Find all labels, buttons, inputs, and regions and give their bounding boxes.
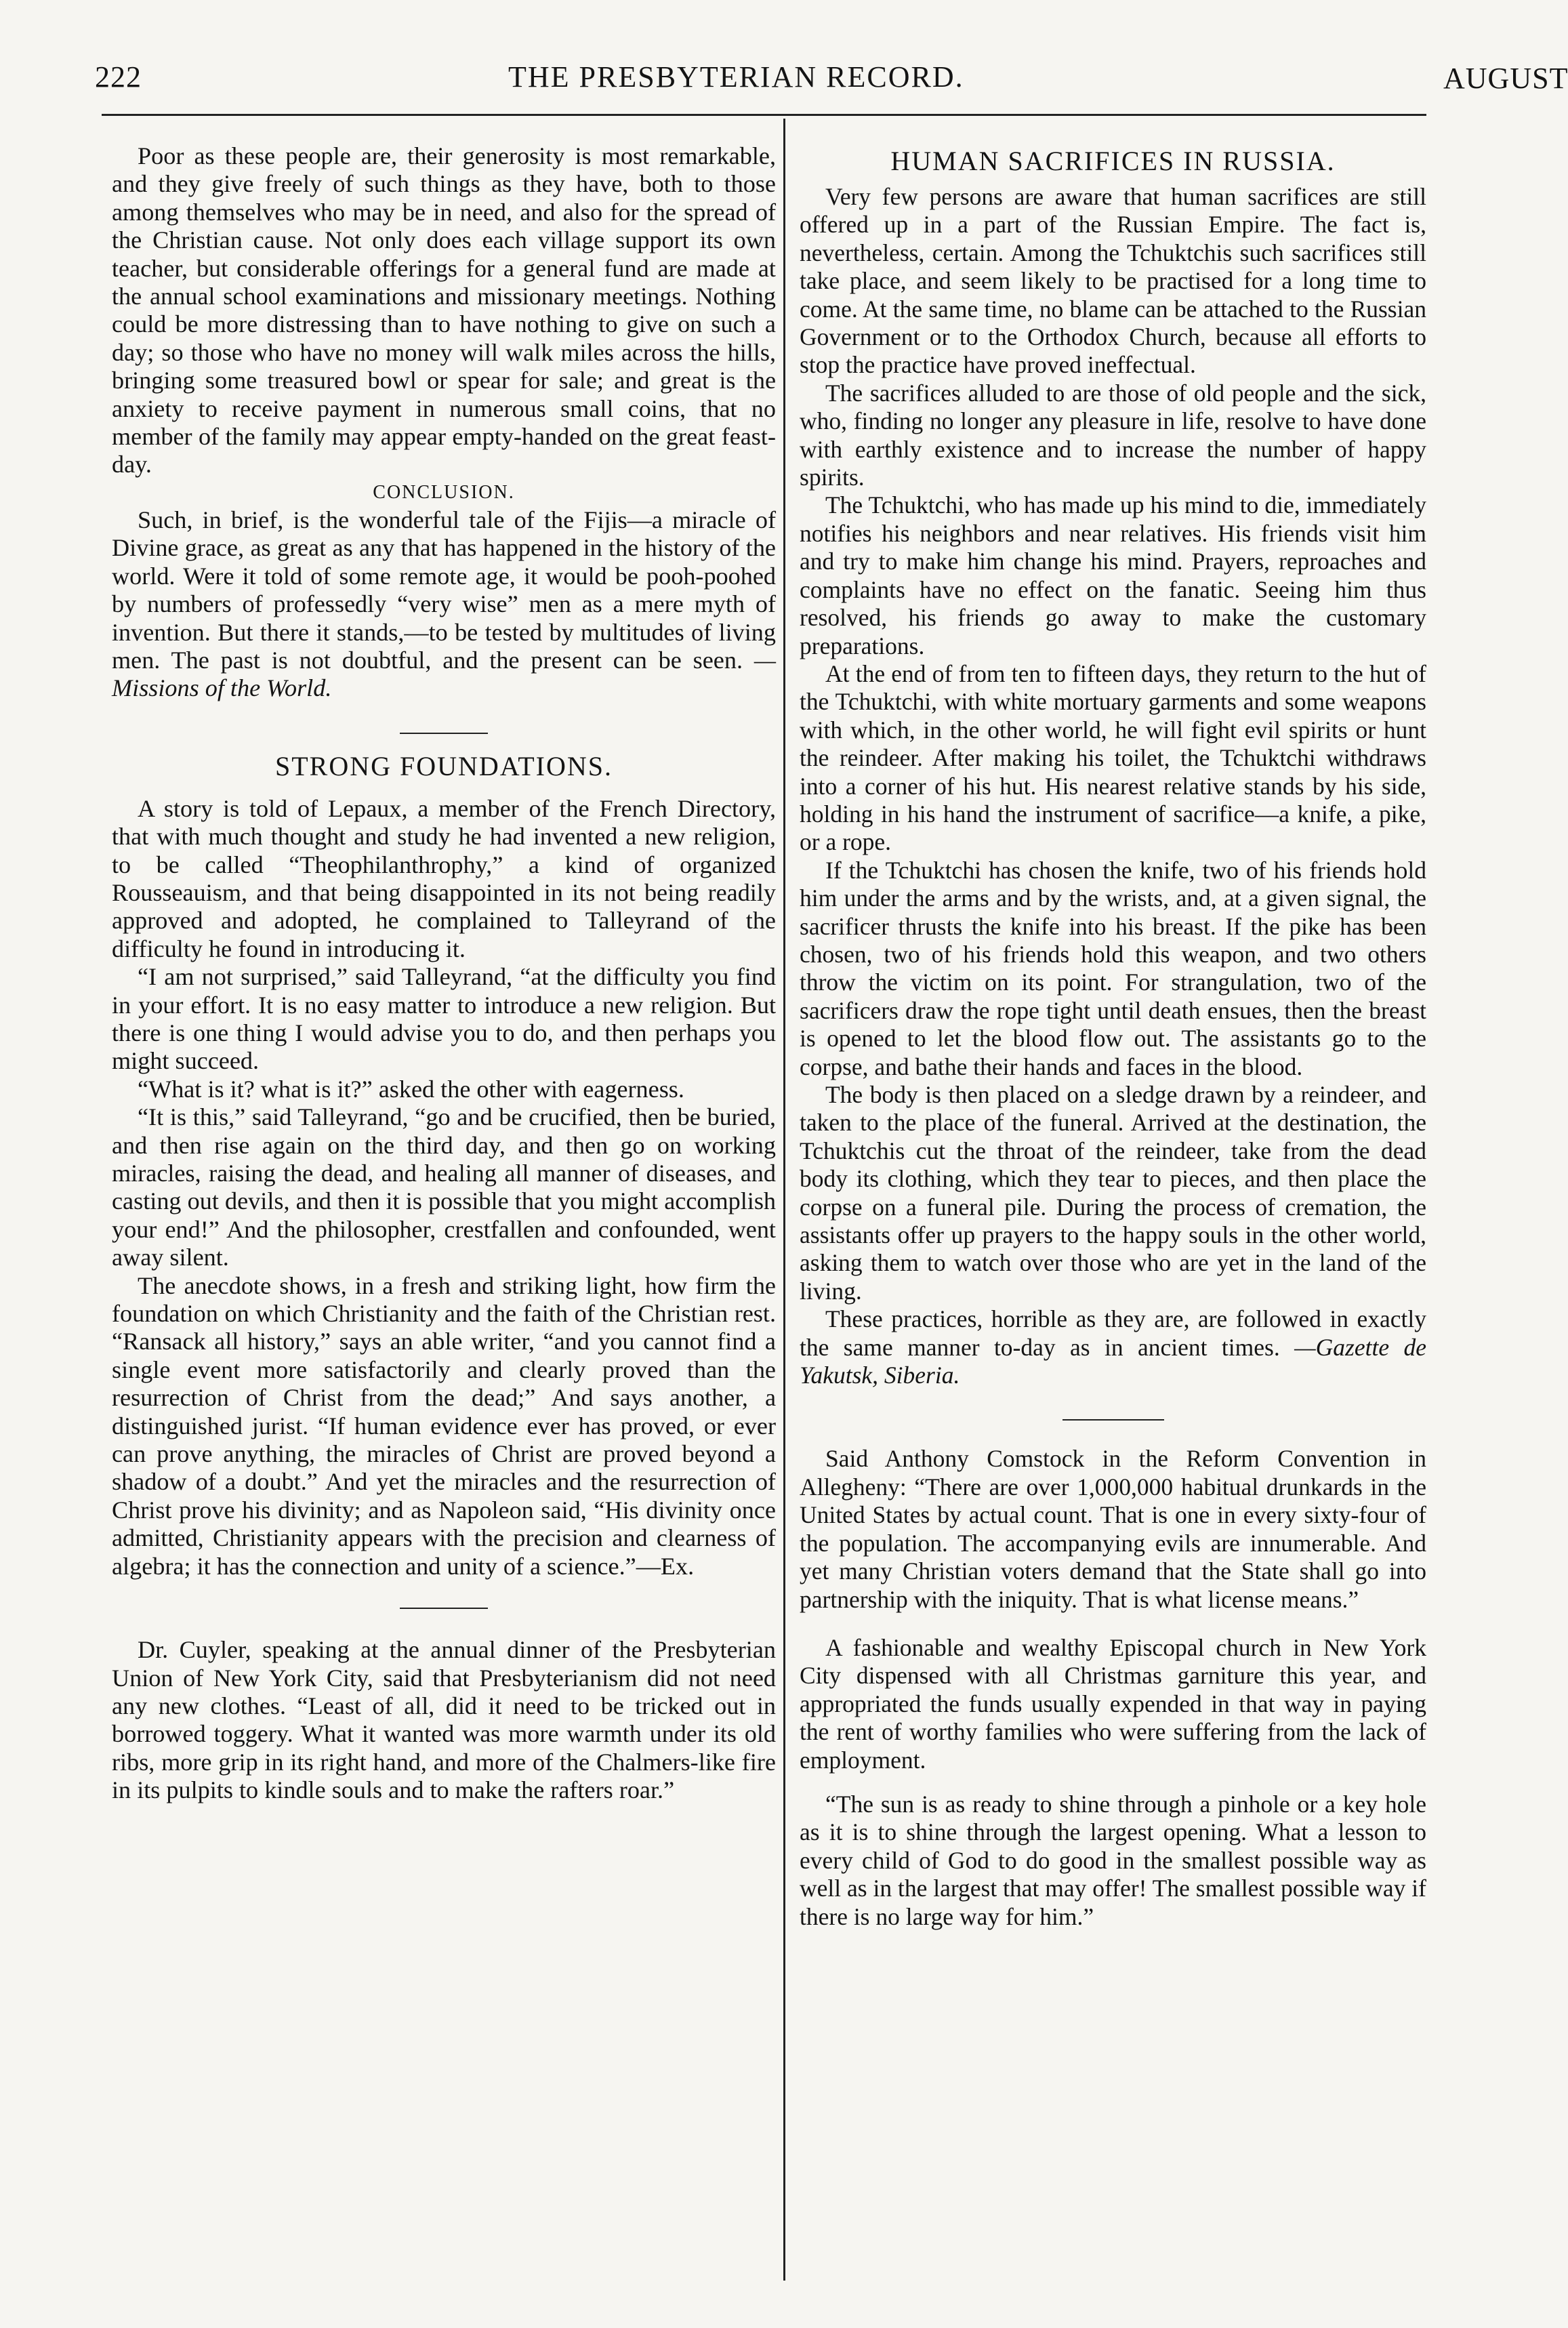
sun-paragraph: “The sun is as ready to shine through a pinhole or a key hole as it is to shine through the largest opening. What a lesson to every child of God to do good in the smallest possible way as well as in the largest that may offer! The smallest possible way if there is no large way for him.” [800, 1790, 1426, 1930]
talleyrand-reply-paragraph: “I am not surprised,” said Talleyrand, “at the difficulty you find in your effort. It is no easy matter to introduce a new religion. But there is one thing I would advise you to do, and then perhaps you might succeed. [112, 963, 776, 1075]
publication-title: THE PRESBYTERIAN RECORD. [508, 60, 964, 94]
header-rule [102, 114, 1426, 116]
fiji-generosity-paragraph: Poor as these people are, their generosity is most remarkable, and they give freely of such things as they have, both to those among themselves who may be in need, and also for the spread of the Christian cause. Not only does each village support its own teacher, but considerable offerings for a general fund are made at the annual school examinations and missionary meetings. Nothing could be more distressing than to have nothing to give on such a day; so those who have no money will walk miles across the hills, bringing some treasured bowl or spear for sale; and great is the anxiety to receive payment in numerous small coins, that no member of the family may appear empty-handed on the great feast-day. [112, 142, 776, 478]
crucified-paragraph: “It is this,” said Talleyrand, “go and be crucified, then be buried, and then rise again on the third day, and then go on working miracles, raising the dead, and healing all manner of diseases, and casting out devils, and then it is possible that you might accomplish your end!” And the philosopher, crestfallen and confounded, went away silent. [112, 1103, 776, 1271]
sacrifice-final-paragraph [800, 1305, 1426, 1389]
page-header [95, 60, 1568, 100]
sacrifice-paragraph: If the Tchuktchi has chosen the knife, two of his friends hold him under the arms and by the wrists, and, at a given signal, the sacrificer thrusts the knife into his breast. If the pike has been chosen, two of his friends hold this weapon, and two others throw the victim on its point. For strangulation, two of the sacrificers draw the rope tight until death ensues, then the breast is opened to let the blood flow out. The assistants go to the corpse, and bathe their hands and faces in the blood. [800, 856, 1426, 1080]
sacrifice-paragraph: The sacrifices alluded to are those of old people and the sick, who, finding no longer any pleasure in life, resolve to have done with earthly existence and to increase the number of happy spirits. [800, 379, 1426, 491]
what-is-it-paragraph: “What is it? what is it?” asked the other with eagerness. [138, 1075, 684, 1103]
right-column [800, 142, 1426, 1931]
strong-foundations-heading: STRONG FOUNDATIONS. [274, 750, 613, 781]
sacrifice-paragraph: The Tchuktchi, who has made up his mind to die, immediately notifies his neighbors and near relatives. His friends visit him and try to make him change his mind. Prayers, reproaches and complaints have no effect on the fanatic. Seeing him thus resolved, his friends go away to make the customary preparations. [800, 491, 1426, 659]
conclusion-source: —Missions of the World. [112, 646, 777, 702]
left-column [112, 142, 776, 1805]
episcopal-paragraph: A fashionable and wealthy Episcopal church in New York City dispensed with all Christmas garniture this year, and appropriated the funds usually expended in that way in paying the rent of worthy families who were suffering from the lack of employment. [800, 1633, 1426, 1774]
column-divider [783, 119, 785, 2281]
conclusion-heading: CONCLUSION. [373, 481, 515, 503]
human-sacrifices-heading: HUMAN SACRIFICES IN RUSSIA. [890, 146, 1336, 176]
issue-month: AUGUST [1443, 62, 1568, 95]
gazette-source: —Gazette de Yakutsk, Siberia. [800, 1333, 1427, 1389]
sacrifice-final-text: These practices, horrible as they are, are followed in exactly the same manner to-day as in ancient times. [800, 1305, 1426, 1361]
conclusion-paragraph [112, 506, 776, 703]
comstock-paragraph: Said Anthony Comstock in the Reform Convention in Allegheny: “There are over 1,000,000 habitual drunkards in the United States by actual count. That is one in every sixty-four of the population. The accompanying evils are innumerable. And yet many Christian voters demand that the State shall go into partnership with the iniquity. That is what license means.” [800, 1445, 1426, 1613]
sacrifice-paragraph: The body is then placed on a sledge drawn by a reindeer, and taken to the place of the funeral. Arrived at the destination, the Tchuktchis cut the throat of the reindeer, take from the dead body its clothing, which they tear to pieces, and then place the corpse on a funeral pile. During the process of cremation, the assistants offer up prayers to the happy souls in the other world, asking them to watch over those who are yet in the land of the living. [800, 1081, 1426, 1305]
sacrifice-paragraph: Very few persons are aware that human sacrifices are still offered up in a part of the Russian Empire. The fact is, nevertheless, certain. Among the Tchuktchis such sacrifices still take place, and seem likely to be practised for a long time to come. At the same time, no blame can be attached to the Russian Government or to the Orthodox Church, because all efforts to stop the practice have proved ineffectual. [800, 183, 1426, 379]
sacrifice-paragraph: At the end of from ten to fifteen days, they return to the hut of the Tchuktchi, with white mortuary garments and some weapons with which, in the other world, he will fight evil spirits or hunt the reindeer. After making his toilet, the Tchuktchi withdraws into a corner of his hut. His nearest relative stands by his side, holding in his hand the instrument of sacrifice—a knife, a pike, or a rope. [800, 659, 1426, 856]
conclusion-text: Such, in brief, is the wonderful tale of the Fijis—a miracle of Divine grace, as great as any that has happened in the history of the world. Were it told of some remote age, it would be pooh-poohed by numbers of professedly “very wise” men as a mere myth of invention. But there it stands,—to be tested by multitudes of living men. The past is not doubtful, and the present can be seen. [112, 506, 776, 674]
anecdote-paragraph: The anecdote shows, in a fresh and striking light, how firm the foundation on which Christianity and the faith of the Christian rest. “Ransack all history,” says an able writer, “and you cannot find a single event more satisfactorily and clearly proved than the resurrection of Christ from the dead;” And says another, a distinguished jurist. “If human evidence ever has proved, or ever can prove anything, the miracles of Christ are proved beyond a shadow of a doubt.” And yet the miracles and the resurrection of Christ prove his divinity; and as Napoleon said, “His divinity once admitted, Christianity appears with the precision and clearness of algebra; it has the connection and unity of a science.”—Ex. [112, 1271, 776, 1580]
lepaux-paragraph: A story is told of Lepaux, a member of the French Directory, that with much thought and study he had invented a new religion, to be called “Theophilanthrophy,” a kind of organized Rousseauism, and that being disappointed in its not being readily approved and adopted, he complained to Talleyrand of the difficulty he found in introducing it. [112, 794, 776, 962]
cuyler-paragraph: Dr. Cuyler, speaking at the annual dinner of the Presbyterian Union of New York City, said that Presbyterianism did not need any new clothes. “Least of all, did it need to be tricked out in borrowed toggery. What it wanted was more warmth under its old ribs, more grip in its right hand, and more of the Chalmers-like fire in its pulpits to kindle souls and to make the rafters roar.” [112, 1636, 776, 1804]
page-number: 222 [95, 60, 142, 94]
